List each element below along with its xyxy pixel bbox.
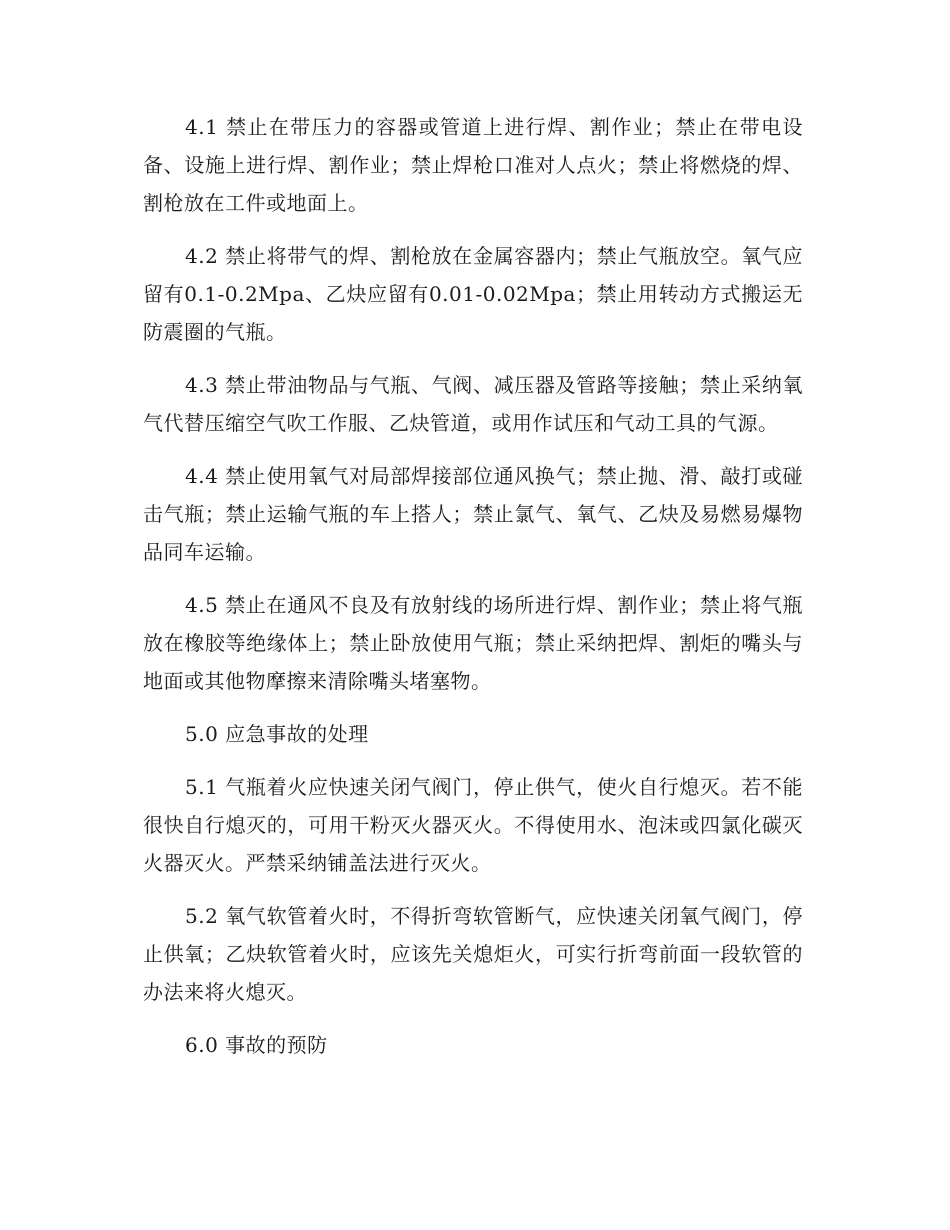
paragraph-4-5: 4.5 禁止在通风不良及有放射线的场所进行焊、割作业；禁止将气瓶放在橡胶等绝缘体上；禁止卧放使用气瓶；禁止采纳把焊、割炬的嘴头与地面或其他物摩擦来清除嘴头堵塞物。 — [143, 593, 803, 693]
section-heading-5-0: 5.0 应急事故的处理 — [185, 722, 369, 746]
document-body — [143, 108, 803, 1079]
paragraph-5-2: 5.2 氧气软管着火时，不得折弯软管断气，应快速关闭氧气阀门，停止供氧；乙炔软管着火时，应该先关熄炬火，可实行折弯前面一段软管的办法来将火熄灭。 — [143, 904, 803, 1004]
paragraph-4-3: 4.3 禁止带油物品与气瓶、气阀、减压器及管路等接触；禁止采纳氧气代替压缩空气吹工作服、乙炔管道，或用作试压和气动工具的气源。 — [143, 373, 803, 435]
paragraph-4-4: 4.4 禁止使用氧气对局部焊接部位通风换气；禁止抛、滑、敲打或碰击气瓶；禁止运输气瓶的车上搭人；禁止氯气、氧气、乙炔及易燃易爆物品同车运输。 — [143, 464, 803, 564]
section-heading-6-0: 6.0 事故的预防 — [185, 1033, 328, 1057]
paragraph-5-1: 5.1 气瓶着火应快速关闭气阀门，停止供气，使火自行熄灭。若不能很快自行熄灭的，可用干粉灭火器灭火。不得使用水、泡沫或四氯化碳灭火器灭火。严禁采纳铺盖法进行灭火。 — [143, 775, 803, 875]
paragraph-4-2: 4.2 禁止将带气的焊、割枪放在金属容器内；禁止气瓶放空。氧气应留有0.1-0.2Mpa、乙炔应留有0.01-0.02Mpa；禁止用转动方式搬运无防震圈的气瓶。 — [143, 244, 803, 344]
paragraph-4-1: 4.1 禁止在带压力的容器或管道上进行焊、割作业；禁止在带电设备、设施上进行焊、割作业；禁止焊枪口准对人点火；禁止将燃烧的焊、割枪放在工件或地面上。 — [143, 115, 803, 215]
